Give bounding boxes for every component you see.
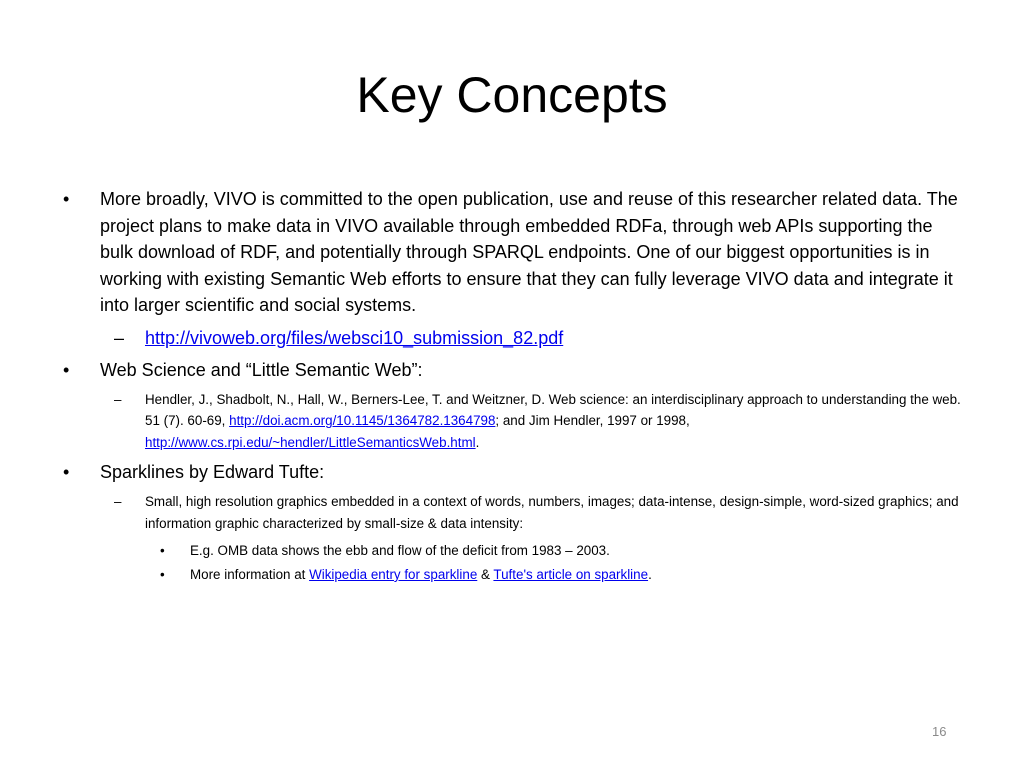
more-info-ampersand: &	[477, 566, 494, 582]
web-science-ref-text-1: Hendler, J., Shadbolt, N., Hall, W., Berners-Lee, T. and Weitzner, D. Web science: an interdisciplinary approach to understanding the web. 51 (7). 60-69,	[145, 392, 961, 429]
bullet-vivo	[60, 186, 970, 319]
sparklines-item-omb	[60, 540, 970, 562]
sparklines-item-more-info	[60, 564, 970, 586]
bullet-marker: •	[63, 461, 70, 482]
web-science-ref-text-3: .	[475, 434, 480, 450]
web-science-ref-text-2: ; and Jim Hendler, 1997 or 1998,	[495, 413, 690, 429]
bullet-web-science-text: Web Science and “Little Semantic Web”:	[100, 359, 423, 380]
dash-marker: –	[114, 494, 122, 510]
page-number: 16	[932, 724, 947, 739]
sub-bullet-vivo-link	[60, 325, 970, 351]
sub-bullet-web-science-ref	[60, 389, 970, 453]
bullet-marker: •	[160, 566, 165, 582]
little-semantics-web-link[interactable]: http://www.cs.rpi.edu/~hendler/LittleSemanticsWeb.html	[145, 434, 476, 450]
slide-title: Key Concepts	[356, 67, 668, 123]
sparklines-item-omb-text: E.g. OMB data shows the ebb and flow of the deficit from 1983 – 2003.	[190, 542, 610, 558]
acm-doi-link[interactable]: http://doi.acm.org/10.1145/1364782.1364798	[229, 413, 496, 429]
bullet-vivo-text: More broadly, VIVO is committed to the open publication, use and reuse of this researcher related data. The project plans to make data in VIVO available through embedded RDFa, through web APIs supporting the bulk download of RDF, and potentially through SPARQL endpoints. One of our biggest opportunities is in working with existing Semantic Web efforts to ensure that they can fully leverage VIVO data and integrate it into larger scientific and social systems.	[100, 189, 958, 315]
bullet-sparklines	[60, 459, 970, 486]
wikipedia-sparkline-link[interactable]: Wikipedia entry for sparkline	[309, 566, 478, 582]
sub-bullet-sparklines-desc	[60, 491, 970, 534]
more-info-suffix: .	[648, 566, 652, 582]
bullet-sparklines-text: Sparklines by Edward Tufte:	[100, 461, 325, 482]
dash-marker: –	[114, 392, 122, 407]
more-info-prefix: More information at	[190, 566, 310, 582]
slide-content	[60, 186, 970, 588]
bullet-marker: •	[160, 542, 165, 558]
bullet-marker: •	[63, 359, 70, 380]
bullet-web-science	[60, 357, 970, 384]
vivo-submission-link[interactable]: http://vivoweb.org/files/websci10_submission_82.pdf	[145, 327, 564, 348]
bullet-marker: •	[63, 189, 70, 209]
tufte-sparkline-link[interactable]: Tufte's article on sparkline	[493, 566, 649, 582]
dash-marker: –	[114, 327, 125, 348]
sparklines-desc-text: Small, high resolution graphics embedded in a context of words, numbers, images; data-intense, design-simple, word-sized graphics; and information graphic characterized by small-size & data intensity:	[145, 494, 959, 531]
